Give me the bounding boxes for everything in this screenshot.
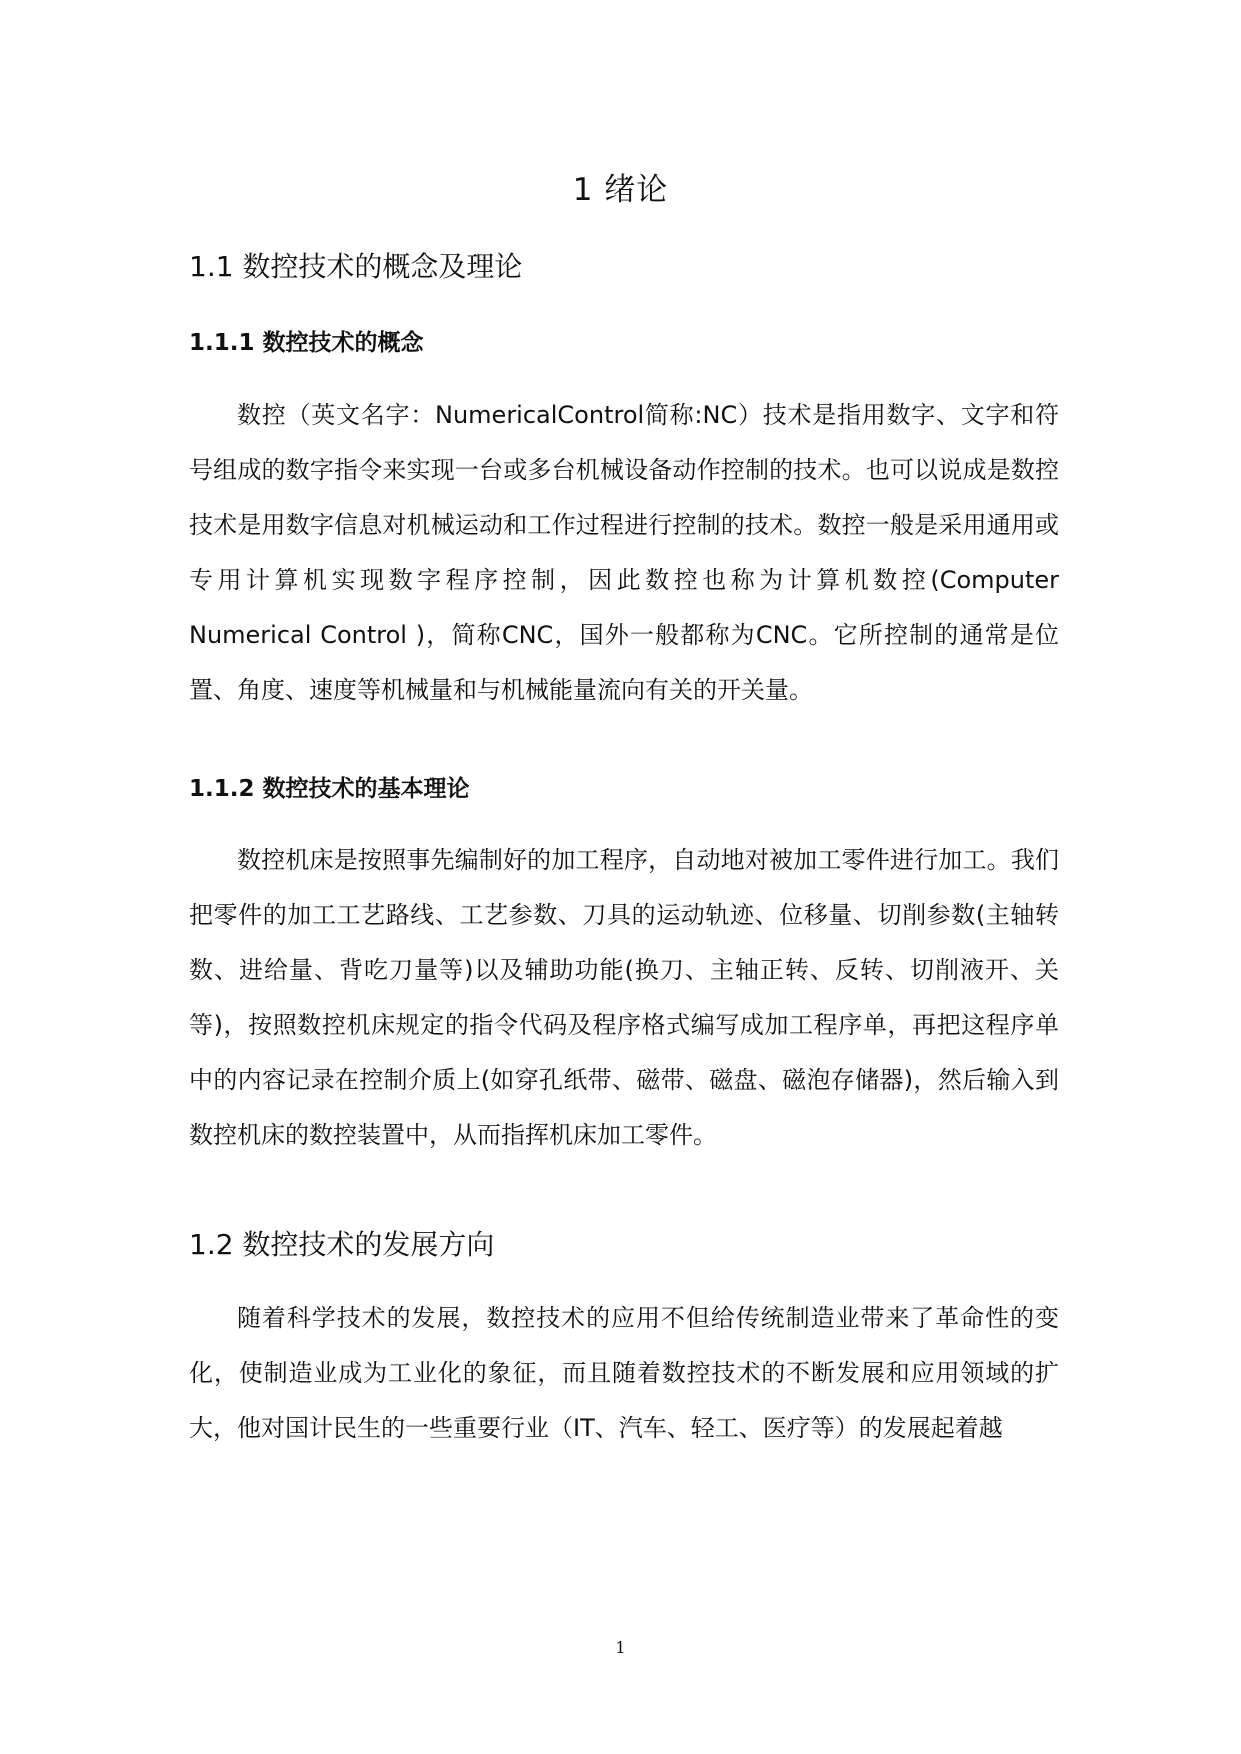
subsection-heading-1-1-1: 1.1.1 数控技术的概念 <box>189 330 424 356</box>
paragraph-nc-development: 随着科学技术的发展，数控技术的应用不但给传统制造业带来了革命性的变化，使制造业成为工业化的象征，而且随着数控技术的不断发展和应用领域的扩大，他对国计民生的一些重要行业（IT、汽车、轻工、医疗等）的发展起着越 <box>189 1304 1059 1442</box>
section-heading-1-1: 1.1 数控技术的概念及理论 <box>189 250 523 283</box>
paragraph-nc-concept: 数控（英文名字：NumericalControl简称:NC）技术是指用数字、文字和符号组成的数字指令来实现一台或多台机械设备动作控制的技术。也可以说成是数控技术是用数字信息对机械运动和工作过程进行控制的技术。数控一般是采用通用或专用计算机实现数字程序控制，因此数控也称为计算机数控(Computer Numerical Control )，简称CNC，国外一般都称为CNC。它所控制的通常是位置、角度、速度等机械量和与机械能量流向有关的开关量。 <box>189 401 1059 704</box>
page-number: 1 <box>615 1638 626 1657</box>
paragraph-nc-theory: 数控机床是按照事先编制好的加工程序，自动地对被加工零件进行加工。我们把零件的加工工艺路线、工艺参数、刀具的运动轨迹、位移量、切削参数(主轴转数、进给量、背吃刀量等)以及辅助功能(换刀、主轴正转、反转、切削液开、关等)，按照数控机床规定的指令代码及程序格式编写成加工程序单，再把这程序单中的内容记录在控制介质上(如穿孔纸带、磁带、磁盘、磁泡存储器)，然后输入到数控机床的数控装置中，从而指挥机床加工零件。 <box>189 846 1059 1149</box>
section-heading-1-2: 1.2 数控技术的发展方向 <box>189 1228 495 1261</box>
chapter-title: 1 绪论 <box>572 172 669 208</box>
subsection-heading-1-1-2: 1.1.2 数控技术的基本理论 <box>189 776 470 802</box>
